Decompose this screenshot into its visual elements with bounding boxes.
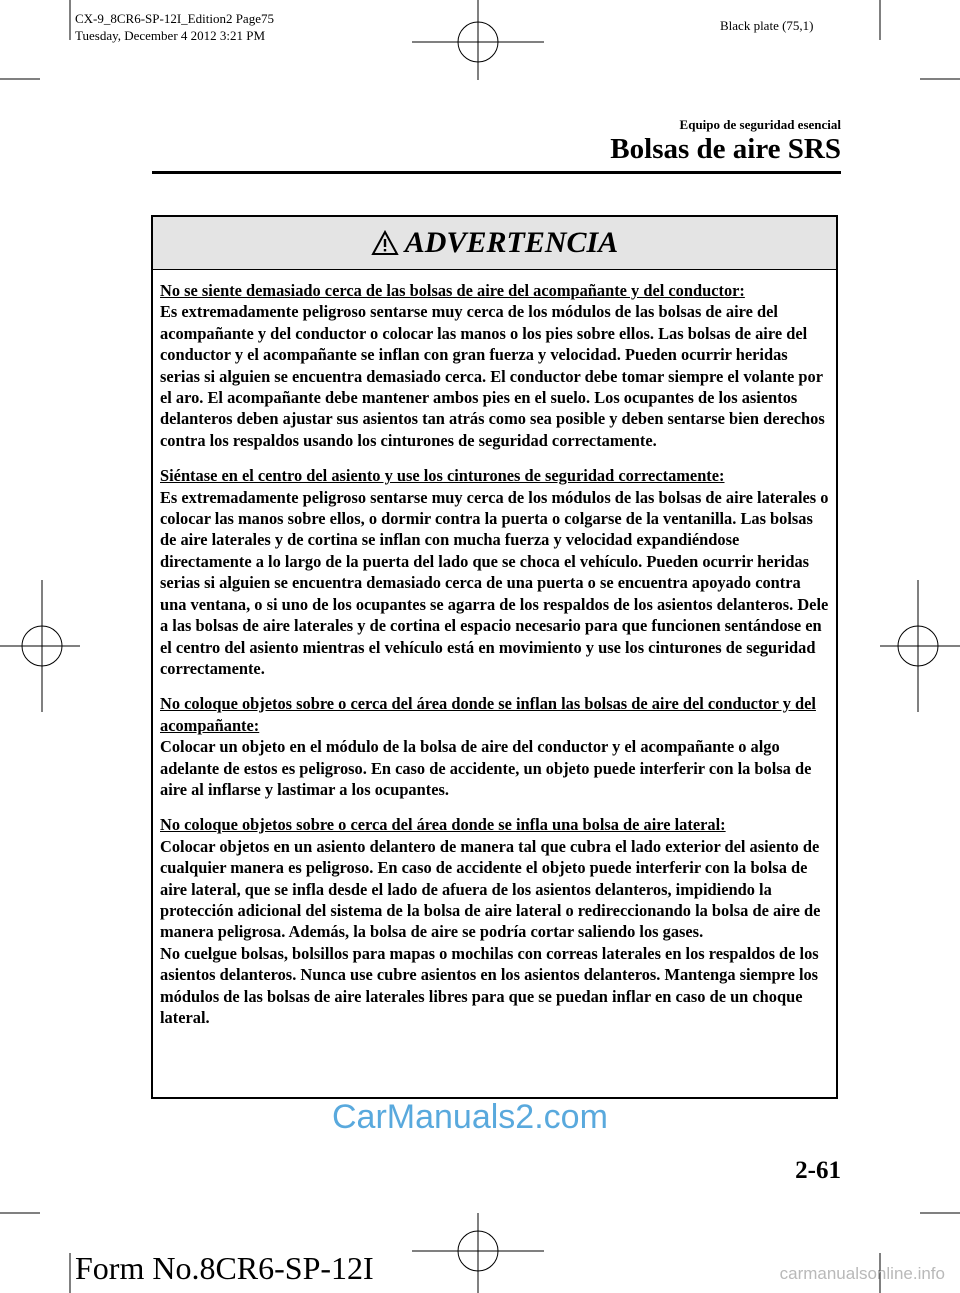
warning-triangle-icon [371, 230, 399, 256]
warning-box [151, 215, 838, 1099]
warning-text: Es extremadamente peligroso sentarse muy cerca de los módulos de las bolsas de aire laterales o colocar las manos sobre ellos, o dormir contra la puerta o colgarse de la ventanilla. Las bolsas de aire laterales y de cortina se inflan con mucha fuerza y velocidad expandiéndose directamente a lo largo de la puerta del lado que se choca el vehículo. Pueden ocurrir heridas serias si alguien se encuentra demasiado cerca de una puerta o se encuentra apoyado contra una ventana, o si uno de los ocupantes se agarra de los respaldos de los asientos delanteros. Dele a las bolsas de aire laterales y de cortina el espacio necesario para que funcionen sentándose en el centro del asiento mientras el vehículo está en movimiento y use los cinturones de seguridad correctamente. [160, 487, 829, 678]
warning-title: ADVERTENCIA [404, 226, 619, 259]
section-subtitle: Equipo de seguridad esencial [679, 117, 841, 132]
warning-block-3 [160, 693, 830, 800]
warning-text: Colocar un objeto en el módulo de la bolsa de aire del conductor y el acompañante o algo adelante de estos es peligroso. En caso de accidente, un objeto puede interferir con la bolsa de aire al inflarse y lastimar a los ocupantes. [160, 737, 812, 799]
print-meta-line2: Tuesday, December 4 2012 3:21 PM [75, 28, 266, 43]
warning-heading: No coloque objetos sobre o cerca del área donde se infla una bolsa de aire lateral: [160, 815, 726, 835]
warning-heading: Siéntase en el centro del asiento y use los cinturones de seguridad correctamente: [160, 466, 725, 486]
page-number: 2-61 [795, 1157, 841, 1184]
print-meta [75, 10, 274, 44]
warning-heading: No se siente demasiado cerca de las bolsas de aire del acompañante y del conductor: [160, 281, 745, 300]
warning-text: Es extremadamente peligroso sentarse muy cerca de los módulos de las bolsas de aire del acompañante y del conductor o colocar las manos o los pies sobre ellos. Las bolsas de aire del conductor y el acompañante se inflan con gran fuerza y velocidad. Pueden ocurrir heridas serias si alguien se encuentra demasiado cerca. El conductor debe tomar siempre el volante por el aro. El acompañante debe mantener ambos pies en el suelo. Los ocupantes de los asientos delanteros deben ajustar sus asientos tan atrás como sea posible y deben sentarse bien derechos contra los respaldos usando los cinturones de seguridad correctamente. [160, 302, 825, 450]
warning-body [153, 270, 836, 1028]
form-number: Form No.8CR6-SP-12I [75, 1250, 374, 1286]
warning-block-4 [160, 814, 830, 1028]
warning-heading: No coloque objetos sobre o cerca del área donde se inflan las bolsas de aire del conductor y del acompañante: [160, 694, 816, 735]
warning-block-1 [160, 280, 830, 451]
warning-text-2: No cuelgue bolsas, bolsillos para mapas o mochilas con correas laterales en los respaldos de los asientos delanteros. Nunca use cubre asientos en los asientos delanteros. Mantenga siempre los módulos de las bolsas de aire laterales libres para que se puedan inflar en caso de un choque lateral. [160, 943, 819, 1027]
header-rule [152, 171, 841, 174]
print-meta-line1: CX-9_8CR6-SP-12I_Edition2 Page75 [75, 11, 274, 26]
watermark-footer[interactable]: carmanualsonline.info [779, 1264, 945, 1283]
warning-text: Colocar objetos en un asiento delantero de manera tal que cubra el lado exterior del asiento de cualquier manera es peligroso. En caso de accidente el objeto puede interferir con la bolsa de aire lateral, que se infla desde el lado de afuera de los asientos delanteros, impidiendo la protección adicional del sistema de la bolsa de aire lateral o redireccionando la bolsa de aire de manera peligrosa. Además, la bolsa de aire se podría cortar saliendo los gases. [160, 836, 821, 942]
watermark-logo[interactable]: CarManuals2.com [332, 1098, 608, 1136]
warning-block-2 [160, 465, 830, 679]
section-title: Bolsas de aire SRS [610, 133, 841, 165]
plate-label: Black plate (75,1) [720, 18, 814, 33]
warning-header [153, 217, 836, 270]
